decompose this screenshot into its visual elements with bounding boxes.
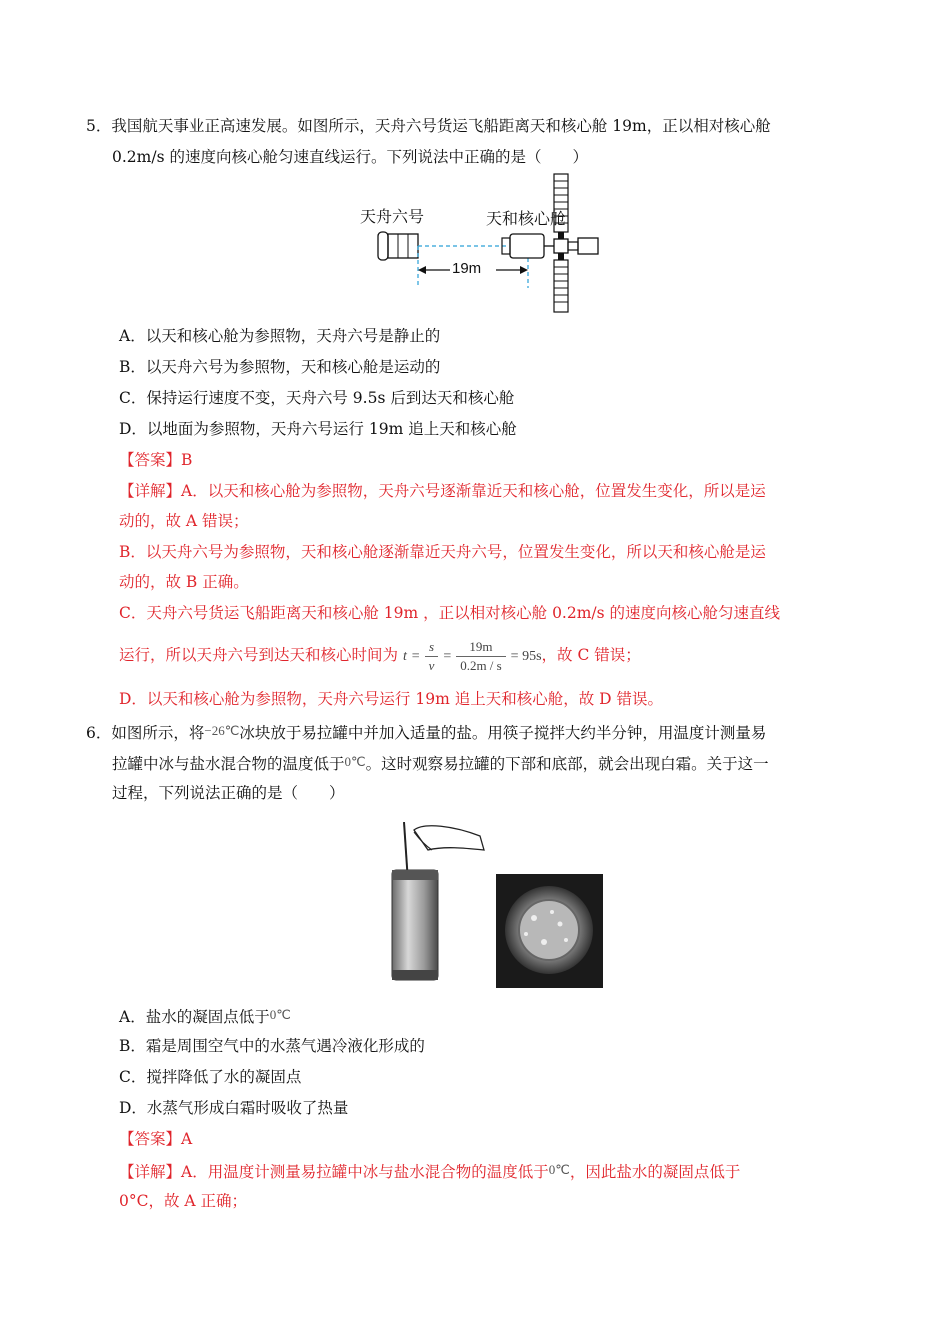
- can-photo: [384, 822, 603, 988]
- q6-option-a-text: A．盐水的凝固点低于: [119, 1008, 270, 1026]
- q6-detail-pre: 【详解】A．用温度计测量易拉罐中冰与盐水混合物的温度低于: [119, 1163, 549, 1181]
- label-tianzhou: 天舟六号: [360, 207, 425, 226]
- formula-fraction: [456, 638, 506, 675]
- q6-option-c: C．搅拌降低了水的凝固点: [119, 1068, 302, 1086]
- q6-stem-line2: [112, 752, 769, 774]
- docking-diagram: [360, 170, 630, 315]
- label-distance: 19m: [452, 260, 482, 277]
- formula-den: 0.2m / s: [460, 657, 502, 673]
- tianzhou-craft: [378, 232, 418, 260]
- formula-eq2: =: [443, 649, 452, 664]
- q6-stem2-post: 。这时观察易拉罐的下部和底部，就会出现白霜。关于这一: [365, 755, 769, 773]
- formula-s: s: [425, 638, 439, 657]
- q6-option-d: D．水蒸气形成白霜时吸收了热量: [119, 1099, 349, 1117]
- q6-temp-0: 0℃: [344, 754, 366, 769]
- c-line2-pre: 运行，所以天舟六号到达天和核心时间为: [119, 646, 399, 664]
- formula-num: 19m: [456, 638, 506, 657]
- c-line2-post: ，故 C 错误；: [541, 646, 641, 664]
- formula-t: t: [402, 649, 407, 664]
- q6-answer: 【答案】A: [119, 1130, 193, 1148]
- q5-option-c: C．保持运行速度不变，天舟六号 9.5s 后到达天和核心舱: [119, 389, 515, 407]
- formula-eq: =: [411, 649, 420, 664]
- q6-option-a: [119, 1005, 291, 1027]
- q5-detail-b-line1: B．以天舟六号为参照物，天和核心舱逐渐靠近天舟六号，位置发生变化，所以天和核心舱是运: [119, 543, 766, 561]
- q5-detail-a-line1: 【详解】A．以天和核心舱为参照物，天舟六号逐渐靠近天和核心舱，位置发生变化，所以是运: [119, 482, 766, 500]
- q6-detail-post: ，因此盐水的凝固点低于: [569, 1163, 741, 1181]
- q6-stem-line1: [86, 721, 766, 743]
- formula-result: = 95s: [510, 649, 542, 664]
- q6-stem-pre: 6．如图所示，将: [86, 724, 205, 742]
- q5-detail-a-line2: 动的，故 A 错误；: [119, 512, 249, 530]
- q5-stem-line2: 0.2m/s 的速度向核心舱匀速直线运行。下列说法中正确的是（ ）: [112, 148, 588, 166]
- formula-v: v: [428, 657, 435, 673]
- docking-diagram-svg: [360, 170, 630, 315]
- q5-detail-c-line2: [119, 636, 641, 676]
- q5-detail-c-line1: C．天舟六号货运飞船距离天和核心舱 19m ，正以相对核心舱 0.2m/s 的速度向核心舱匀速直线: [119, 604, 781, 622]
- q5-detail-b-line2: 动的，故 B 正确。: [119, 573, 249, 591]
- q6-option-a-temp: 0℃: [269, 1007, 291, 1022]
- q5-detail-d: D．以天和核心舱为参照物，天舟六号运行 19m 追上天和核心舱，故 D 错误。: [119, 690, 663, 708]
- formula-s-over-v: [425, 638, 439, 675]
- q6-stem-line3: 过程，下列说法正确的是（ ）: [112, 784, 345, 802]
- label-tianhe: 天和核心舱: [486, 209, 567, 228]
- q6-stem2-pre: 拉罐中冰与盐水混合物的温度低于: [112, 755, 345, 773]
- q5-option-a: A．以天和核心舱为参照物，天舟六号是静止的: [119, 327, 441, 345]
- q5-answer: 【答案】B: [119, 451, 193, 469]
- q5-option-b: B．以天舟六号为参照物，天和核心舱是运动的: [119, 358, 441, 376]
- can-photo-svg: [384, 822, 603, 988]
- tianhe-core-module: [502, 174, 598, 312]
- q5-option-d: D．以地面为参照物，天舟六号运行 19m 追上天和核心舱: [119, 420, 517, 438]
- q6-detail-line1: [119, 1160, 740, 1182]
- q6-stem-post: 冰块放于易拉罐中并加入适量的盐。用筷子搅拌大约半分钟，用温度计测量易: [239, 724, 767, 742]
- q5-stem-line1: 5．我国航天事业正高速发展。如图所示，天舟六号货运飞船距离天和核心舱 19m，正以相对核心舱: [86, 117, 771, 135]
- q6-option-b: B．霜是周围空气中的水蒸气遇冷液化形成的: [119, 1037, 425, 1055]
- q6-temp-minus26: −26℃: [204, 723, 240, 738]
- q6-detail-temp: 0℃: [548, 1162, 570, 1177]
- q6-detail-line2: 0°C，故 A 正确；: [119, 1192, 248, 1210]
